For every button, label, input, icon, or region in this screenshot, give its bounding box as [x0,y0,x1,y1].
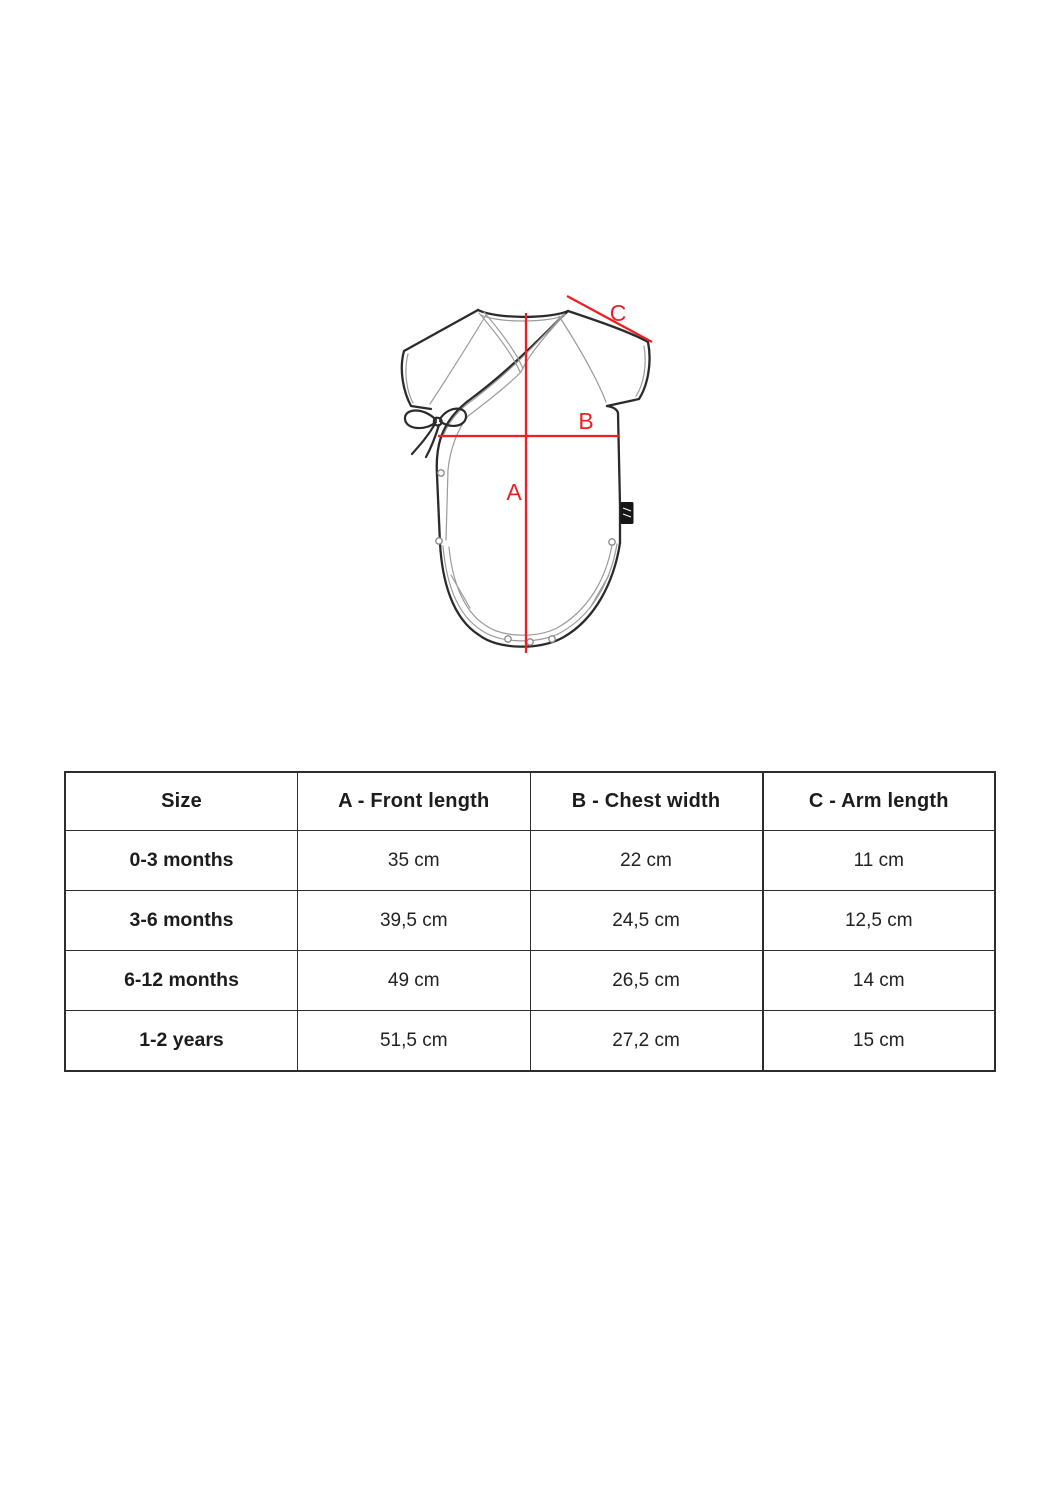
snap-icon [436,538,442,544]
right-neckline-path [521,314,565,372]
bow-left-loop-path [405,411,436,429]
table-header-row [65,772,995,831]
front-length-cell: 39,5 cm [298,891,531,951]
chest-width-cell: 27,2 cm [530,1011,763,1072]
size-cell: 3-6 months [65,891,298,951]
arm-length-cell: 15 cm [763,1011,996,1072]
column-header-front-length: A - Front length [298,772,531,831]
measurement-label-c: C [609,300,627,326]
arm-length-cell: 11 cm [763,831,996,891]
snap-icon [609,539,615,545]
size-cell: 1-2 years [65,1011,298,1072]
chest-width-cell: 26,5 cm [530,951,763,1011]
snap-icon [505,636,511,642]
table-row [65,951,995,1011]
measurement-label-a: A [506,479,522,505]
column-header-size: Size [65,772,298,831]
front-length-cell: 49 cm [298,951,531,1011]
measurement-label-b: B [578,408,594,434]
size-table-section [64,771,996,1072]
snap-icon [549,636,555,642]
right-raglan-seam-path [559,316,606,402]
back-neck-path [478,310,568,317]
crotch-band-line2-path [449,545,612,635]
left-sleeve-path [402,310,478,409]
table-row [65,1011,995,1072]
tag-icon [621,502,634,524]
measurement-labels [506,300,626,505]
left-raglan-seam-path [430,315,486,404]
size-table [64,771,996,1072]
arm-length-cell: 14 cm [763,951,996,1011]
table-row [65,891,995,951]
size-cell: 0-3 months [65,831,298,891]
front-length-cell: 35 cm [298,831,531,891]
size-cell: 6-12 months [65,951,298,1011]
column-header-arm-length: C - Arm length [763,772,996,831]
size-tag [621,502,634,524]
right-side-seam-path [607,406,620,543]
arm-length-cell: 12,5 cm [763,891,996,951]
front-length-cell: 51,5 cm [298,1011,531,1072]
chest-width-cell: 24,5 cm [530,891,763,951]
table-row [65,831,995,891]
snap-icon [438,470,444,476]
underlap-edge-path [446,372,521,540]
column-header-chest-width: B - Chest width [530,772,763,831]
bow-tie-icon [405,409,466,457]
left-side-seam-path [437,437,441,543]
chest-width-cell: 22 cm [530,831,763,891]
snap-icon [527,639,533,645]
